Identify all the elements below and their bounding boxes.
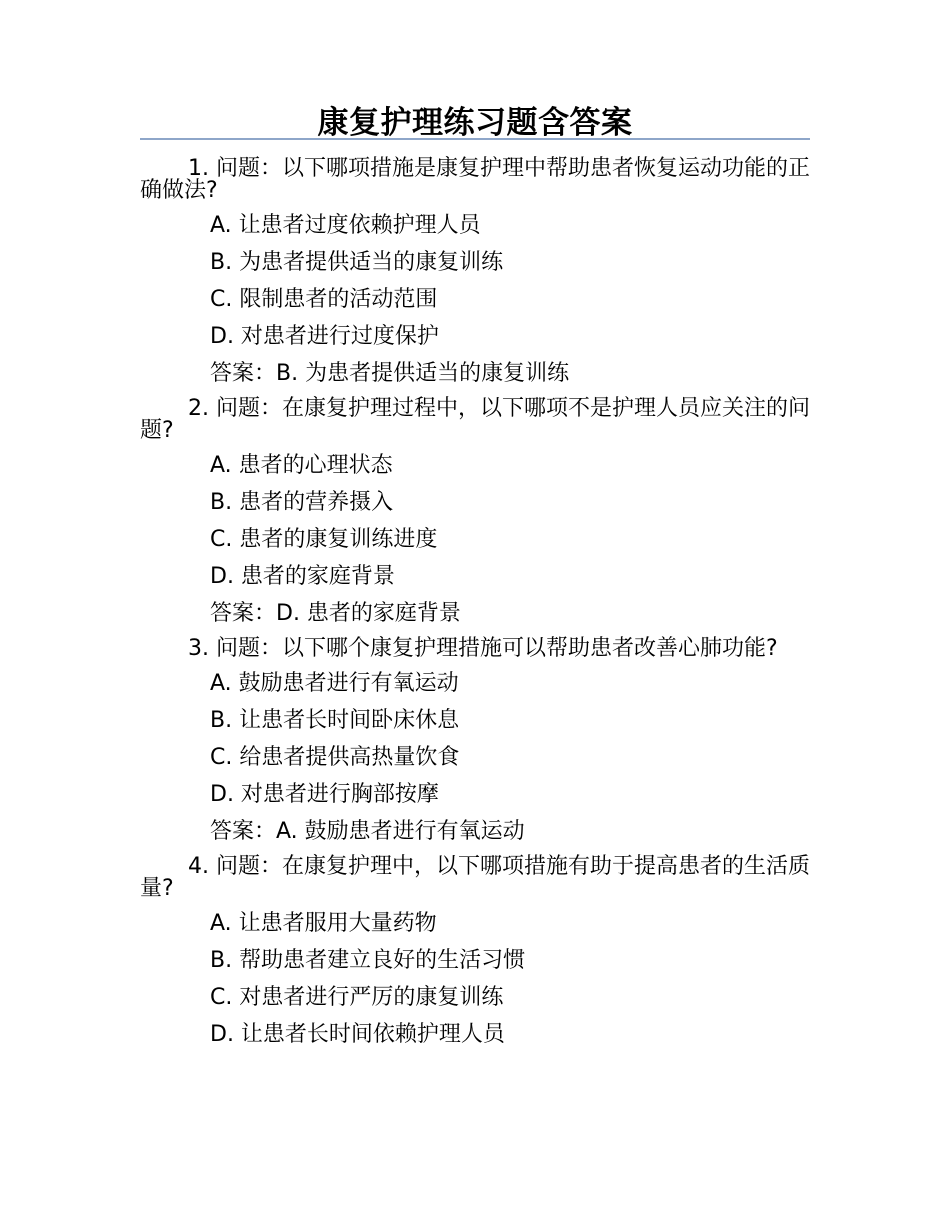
- question-3: [140, 638, 810, 850]
- option-d: D. 对患者进行过度保护: [210, 324, 439, 349]
- option-a: A. 让患者服用大量药物: [210, 911, 437, 936]
- question-text: 4. 问题：在康复护理中，以下哪项措施有助于提高患者的生活质量?: [140, 854, 810, 901]
- title-underline: [140, 138, 810, 140]
- question-1: [140, 158, 810, 392]
- option-d: D. 对患者进行胸部按摩: [210, 782, 439, 807]
- option-c: C. 对患者进行严厉的康复训练: [210, 985, 504, 1010]
- option-a: A. 患者的心理状态: [210, 453, 393, 478]
- option-b: B. 帮助患者建立良好的生活习惯: [210, 948, 526, 973]
- option-a: A. 让患者过度依赖护理人员: [210, 213, 481, 238]
- question-4: [140, 856, 810, 1053]
- document-title: 康复护理练习题含答案: [317, 105, 633, 141]
- option-b: B. 为患者提供适当的康复训练: [210, 250, 504, 275]
- option-d: D. 患者的家庭背景: [210, 564, 395, 589]
- option-d: D. 让患者长时间依赖护理人员: [210, 1022, 505, 1047]
- question-text: 3. 问题：以下哪个康复护理措施可以帮助患者改善心肺功能?: [188, 636, 778, 661]
- question-text: 2. 问题：在康复护理过程中，以下哪项不是护理人员应关注的问题?: [140, 396, 810, 443]
- question-text: 1. 问题：以下哪项措施是康复护理中帮助患者恢复运动功能的正确做法?: [140, 156, 810, 203]
- option-c: C. 给患者提供高热量饮食: [210, 745, 460, 770]
- question-list: [140, 158, 810, 1053]
- option-c: C. 限制患者的活动范围: [210, 287, 438, 312]
- answer-line: 答案：A. 鼓励患者进行有氧运动: [210, 819, 525, 844]
- option-b: B. 患者的营养摄入: [210, 490, 394, 515]
- answer-line: 答案：B. 为患者提供适当的康复训练: [210, 361, 570, 386]
- option-c: C. 患者的康复训练进度: [210, 527, 438, 552]
- question-2: [140, 398, 810, 632]
- option-b: B. 让患者长时间卧床休息: [210, 708, 460, 733]
- option-a: A. 鼓励患者进行有氧运动: [210, 671, 459, 696]
- answer-line: 答案：D. 患者的家庭背景: [210, 601, 461, 626]
